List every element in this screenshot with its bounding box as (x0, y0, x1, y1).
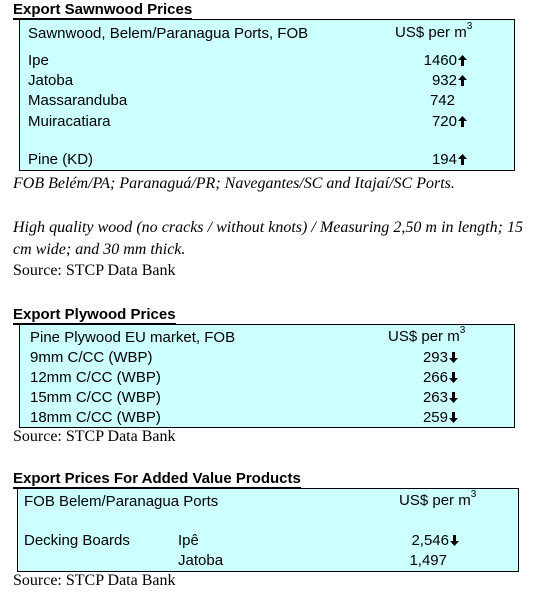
arrow-up-icon (458, 75, 467, 86)
added-value-row-name: Ipê (178, 532, 199, 549)
arrow-down-icon (449, 352, 458, 363)
plywood-source: Source: STCP Data Bank (13, 428, 176, 445)
price-value: 932 (431, 72, 457, 89)
sawnwood-row-name: Jatoba (28, 72, 74, 89)
arrow-up-icon (458, 154, 467, 165)
plywood-row-name: 18mm C/CC (WBP) (30, 409, 161, 426)
arrow-down-icon (449, 372, 458, 383)
price-value: 263 (422, 389, 448, 406)
plywood-unit-header (388, 325, 466, 345)
price-value: 266 (422, 369, 448, 386)
unit-superscript: 3 (459, 325, 466, 336)
sawnwood-header-label: Sawnwood, Belem/Paranagua Ports, FOB (28, 25, 309, 42)
plywood-header-label: Pine Plywood EU market, FOB (30, 329, 236, 346)
added-value-title-text: Export Prices For Added Value Products (13, 470, 301, 487)
price-value: 259 (422, 409, 448, 426)
plywood-row-name: 15mm C/CC (WBP) (30, 389, 161, 406)
added-value-table (17, 488, 519, 572)
arrow-down-icon (450, 535, 459, 546)
decking-boards-label: Decking Boards (24, 532, 130, 549)
arrow-up-icon (458, 116, 467, 127)
added-value-row-name: Jatoba (178, 552, 224, 569)
added-value-title (13, 470, 301, 487)
unit-superscript: 3 (470, 489, 477, 500)
unit-text: US$ per m (395, 24, 467, 41)
arrow-down-icon (449, 412, 458, 423)
sawnwood-row-value (367, 113, 467, 130)
price-value: 2,546 (411, 532, 449, 549)
plywood-row-value (358, 389, 458, 406)
plywood-row-name: 12mm C/CC (WBP) (30, 369, 161, 386)
sawnwood-title-text: Export Sawnwood Prices (13, 1, 193, 18)
price-value: 742 (429, 92, 455, 109)
sawnwood-row-value (367, 52, 467, 69)
plywood-row-value (358, 409, 458, 426)
sawnwood-row-name: Pine (KD) (28, 151, 94, 168)
sawnwood-note-quality: High quality wood (no cracks / without knots) / Measuring 2,50 m in length; 15 cm wide; and 30 mm thick. (13, 219, 523, 258)
plywood-row-value (358, 349, 458, 366)
price-value: 1,497 (409, 552, 447, 569)
sawnwood-source: Source: STCP Data Bank (13, 262, 176, 279)
added-value-row-value (359, 532, 459, 549)
plywood-title (13, 306, 176, 323)
price-value: 1460 (423, 52, 457, 69)
plywood-row-value (358, 369, 458, 386)
price-value: 194 (431, 151, 457, 168)
plywood-title-text: Export Plywood Prices (13, 306, 176, 323)
price-value: 293 (422, 349, 448, 366)
arrow-up-icon (458, 55, 467, 66)
added-value-row-value (359, 552, 459, 569)
sawnwood-row-name: Muiracatiara (28, 113, 111, 130)
price-value: 720 (431, 113, 457, 130)
sawnwood-row-value (367, 72, 467, 89)
arrow-down-icon (449, 392, 458, 403)
added-value-header-label: FOB Belem/Paranagua Ports (24, 493, 219, 510)
unit-text: US$ per m (388, 328, 460, 345)
unit-superscript: 3 (466, 21, 473, 32)
plywood-table (19, 324, 515, 428)
sawnwood-title (13, 1, 192, 18)
sawnwood-unit-header (395, 21, 473, 41)
plywood-row-name: 9mm C/CC (WBP) (30, 349, 153, 366)
added-value-source: Source: STCP Data Bank (13, 572, 176, 589)
sawnwood-row-name: Massaranduba (28, 92, 128, 109)
sawnwood-note-ports: FOB Belém/PA; Paranaguá/PR; Navegantes/SC and Itajaí/SC Ports. (13, 175, 455, 192)
unit-text: US$ per m (399, 492, 471, 509)
sawnwood-row-value (367, 92, 467, 109)
sawnwood-row-value (367, 151, 467, 168)
sawnwood-row-name: Ipe (28, 52, 49, 69)
added-value-unit-header (399, 489, 477, 509)
sawnwood-table (19, 19, 515, 171)
